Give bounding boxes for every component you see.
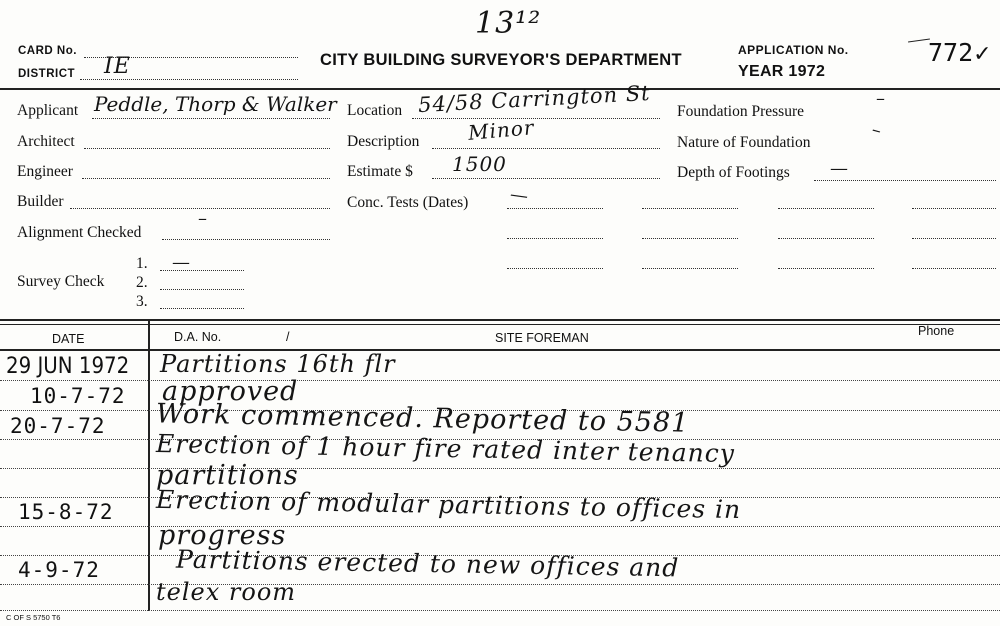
application-number: 772 [928, 38, 974, 67]
survey-item-2: 2. [136, 274, 148, 291]
alignment-dots [162, 239, 330, 240]
engineer-dots [82, 178, 330, 179]
depth-footings-label: Depth of Footings [677, 164, 790, 181]
survey-check-label: Survey Check [17, 273, 105, 290]
date-header: DATE [52, 332, 85, 346]
site-foreman-header: SITE FOREMAN [495, 331, 589, 345]
log-entry: telex room [156, 578, 297, 606]
estimate-value: 1500 [452, 152, 507, 176]
log-date: 29 JUN 1972 [6, 354, 130, 379]
application-label: APPLICATION No. [738, 43, 849, 57]
card-no-label: CARD No. [18, 45, 77, 57]
location-label: Location [347, 102, 403, 119]
location-value: 54/58 Carrington St [417, 80, 652, 118]
row-separator [0, 526, 1000, 527]
form-code: C OF S 5750 T6 [6, 613, 61, 622]
date-column-divider [148, 321, 150, 611]
conc-date-line [778, 208, 874, 209]
conc-date-line [912, 268, 996, 269]
row-separator [0, 468, 1000, 469]
applicant-label: Applicant [17, 102, 79, 119]
survey-item-1: 1. [136, 255, 148, 272]
survey-1-value: — [172, 252, 191, 273]
location-dots [412, 118, 660, 119]
da-slash: / [286, 330, 290, 344]
survey-dots-2 [160, 289, 244, 290]
foundation-pressure-value: – [876, 88, 886, 109]
depth-footings-value: — [830, 158, 849, 179]
estimate-label: Estimate $ [347, 163, 413, 180]
conc-date-line [642, 268, 738, 269]
conc-date-line [642, 208, 738, 209]
log-entry: Partitions erected to new offices and [175, 544, 680, 583]
top-note: 13¹² [475, 6, 542, 41]
conc-date-line [778, 238, 874, 239]
conc-date-line [778, 268, 874, 269]
log-top-rule [0, 319, 1000, 321]
foundation-pressure-label: Foundation Pressure [677, 103, 805, 120]
builder-label: Builder [17, 193, 64, 210]
nature-foundation-value: – [869, 119, 885, 142]
da-no-header: D.A. No. [174, 330, 222, 344]
estimate-dots [432, 178, 660, 179]
survey-dots-3 [160, 308, 244, 309]
conc-tests-label: Conc. Tests (Dates) [347, 194, 469, 211]
log-date: 15-8-72 [18, 500, 114, 524]
conc-tests-value: — [508, 183, 531, 208]
conc-date-line [507, 208, 603, 209]
log-date: 10-7-72 [30, 384, 126, 408]
applicant-value: Peddle, Thorp & Walker [94, 92, 337, 116]
description-dots [432, 148, 660, 149]
row-separator [0, 610, 1000, 611]
log-entry: progress [158, 520, 287, 551]
nature-foundation-label: Nature of Foundation [677, 134, 811, 151]
district-value: IE [104, 54, 131, 79]
engineer-label: Engineer [17, 163, 73, 180]
log-entry: Erection of 1 hour fire rated inter tenancy [155, 428, 736, 469]
description-value: Minor [467, 115, 536, 145]
alignment-label: Alignment Checked [17, 224, 142, 241]
district-label: DISTRICT [18, 68, 76, 80]
application-overline [908, 38, 930, 42]
applicant-dots [92, 118, 330, 119]
log-entry: partitions [156, 460, 299, 491]
conc-date-line [912, 238, 996, 239]
survey-item-3: 3. [136, 293, 148, 310]
log-entry: Partitions 16th flr [160, 350, 396, 378]
conc-date-line [642, 238, 738, 239]
log-top-rule-2 [0, 324, 1000, 325]
conc-date-line [507, 238, 603, 239]
check-mark-icon: ✓ [973, 42, 992, 67]
year-label: YEAR 1972 [738, 63, 826, 80]
log-entry: Work commenced. Reported to 5581 [155, 398, 690, 439]
architect-dots [84, 148, 330, 149]
log-date: 4-9-72 [18, 558, 100, 582]
row-separator [0, 380, 1000, 381]
log-entry: Erection of modular partitions to offices in [155, 484, 742, 525]
depth-footings-dots [814, 180, 996, 181]
district-dots [80, 79, 298, 80]
department-title: CITY BUILDING SURVEYOR'S DEPARTMENT [320, 51, 682, 69]
log-header-rule [0, 349, 1000, 351]
log-entry: approved [162, 376, 299, 407]
description-label: Description [347, 133, 420, 150]
alignment-value: – [198, 208, 208, 229]
conc-date-line [507, 268, 603, 269]
architect-label: Architect [17, 133, 75, 150]
phone-header: Phone [918, 324, 955, 338]
application-value [928, 38, 992, 67]
row-separator [0, 584, 1000, 585]
conc-date-line [912, 208, 996, 209]
log-date: 20-7-72 [10, 414, 106, 438]
